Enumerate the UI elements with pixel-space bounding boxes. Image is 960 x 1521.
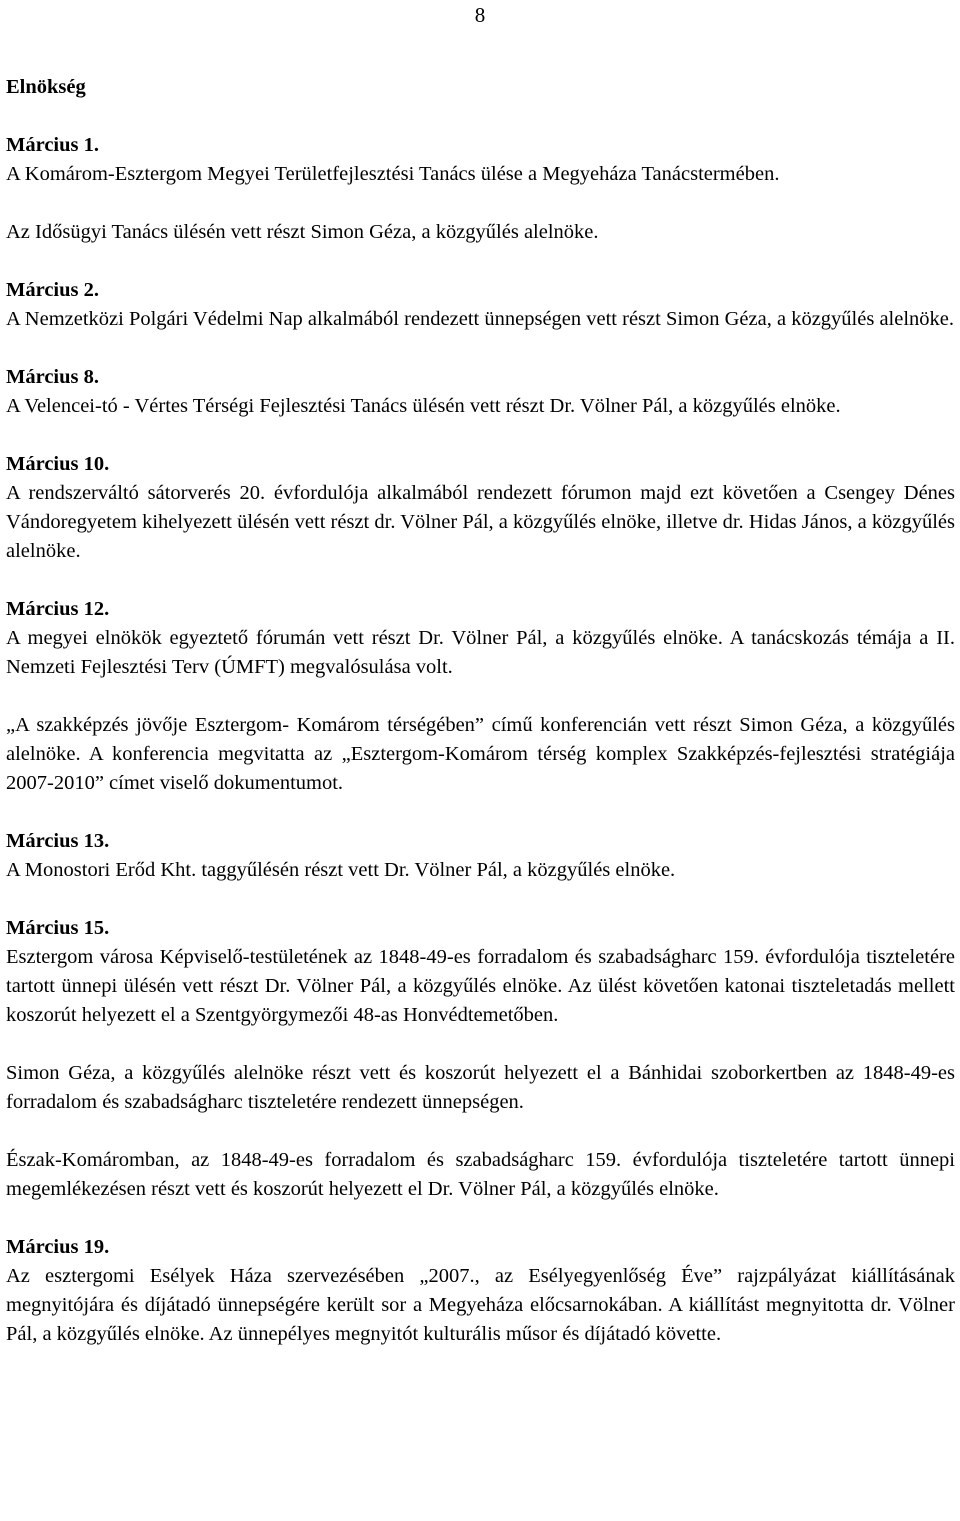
entry-paragraph: A Velencei-tó - Vértes Térségi Fejlesztési Tanács ülésén vett részt Dr. Völner Pál, a közgyűlés elnöke. [6, 395, 841, 417]
entry-paragraph: Az esztergomi Esélyek Háza szervezésében „2007., az Esélyegyenlőség Éve” rajzpályázat kiállításának megnyitójára és díjátadó ünnepségére került sor a Megyeháza előcsarnokában. A kiállítást megnyitotta dr. Völner Pál, a közgyűlés elnöke. Az ünnepélyes megnyitót kulturális műsor és díjátadó követte. [6, 1265, 955, 1345]
entry-date: Március 12. [6, 598, 110, 620]
entry-paragraph: Simon Géza, a közgyűlés alelnöke részt vett és koszorút helyezett el a Bánhidai szoborkertben az 1848-49-es forradalom és szabadságharc tiszteletére rendezett ünnepségen. [6, 1062, 955, 1113]
entry-date: Március 1. [6, 134, 100, 156]
entry-date: Március 2. [6, 279, 100, 301]
entry-paragraph: „A szakképzés jövője Esztergom- Komárom térségében” című konferencián vett részt Simon Géza, a közgyűlés alelnöke. A konferencia megvitatta az „Esztergom-Komárom térség komplex Szakképzés-fejlesztési stratégiája 2007-2010” címet viselő dokumentumot. [6, 714, 955, 794]
section-title: Elnökség [6, 76, 86, 98]
entry-march-10 [6, 450, 955, 566]
entry-march-12 [6, 595, 955, 798]
entry-paragraph: A Komárom-Esztergom Megyei Területfejlesztési Tanács ülése a Megyeháza Tanácstermében. [6, 163, 780, 185]
document-body [6, 73, 955, 1378]
entry-date: Március 13. [6, 830, 110, 852]
entry-paragraph: Esztergom városa Képviselő-testületének az 1848-49-es forradalom és szabadságharc 159. évfordulója tiszteletére tartott ünnepi ülésén vett részt Dr. Völner Pál, a közgyűlés elnöke. Az ülést követően katonai tiszteletadás mellett koszorút helyezett el a Szentgyörgymezői 48-as Honvédtemetőben. [6, 946, 955, 1026]
entry-paragraph: Az Idősügyi Tanács ülésén vett részt Simon Géza, a közgyűlés alelnöke. [6, 221, 599, 243]
page-number: 8 [474, 3, 486, 27]
entry-march-13 [6, 827, 955, 885]
entry-date: Március 19. [6, 1236, 110, 1258]
entry-paragraph: A Monostori Erőd Kht. taggyűlésén részt vett Dr. Völner Pál, a közgyűlés elnöke. [6, 859, 676, 881]
entry-paragraph: A Nemzetközi Polgári Védelmi Nap alkalmából rendezett ünnepségen vett részt Simon Géza, a közgyűlés alelnöke. [6, 308, 955, 330]
entry-march-19 [6, 1233, 955, 1349]
entry-march-8 [6, 363, 955, 421]
entry-paragraph: A megyei elnökök egyeztető fórumán vett részt Dr. Völner Pál, a közgyűlés elnöke. A tanácskozás témája a II. Nemzeti Fejlesztési Terv (ÚMFT) megvalósulása volt. [6, 627, 955, 678]
entry-march-1 [6, 131, 955, 247]
entry-march-15 [6, 914, 955, 1204]
entry-date: Március 10. [6, 453, 110, 475]
entry-date: Március 8. [6, 366, 100, 388]
entry-paragraph: Észak-Komáromban, az 1848-49-es forradalom és szabadságharc 159. évfordulója tiszteletére tartott ünnepi megemlékezésen részt vett és koszorút helyezett el Dr. Völner Pál, a közgyűlés elnöke. [6, 1149, 955, 1200]
entry-march-2 [6, 276, 955, 334]
entry-paragraph: A rendszerváltó sátorverés 20. évfordulója alkalmából rendezett fórumon majd ezt követően a Csengey Dénes Vándoregyetem kihelyezett ülésén vett részt dr. Völner Pál, a közgyűlés elnöke, illetve dr. Hidas János, a közgyűlés alelnöke. [6, 482, 955, 562]
entry-date: Március 15. [6, 917, 110, 939]
